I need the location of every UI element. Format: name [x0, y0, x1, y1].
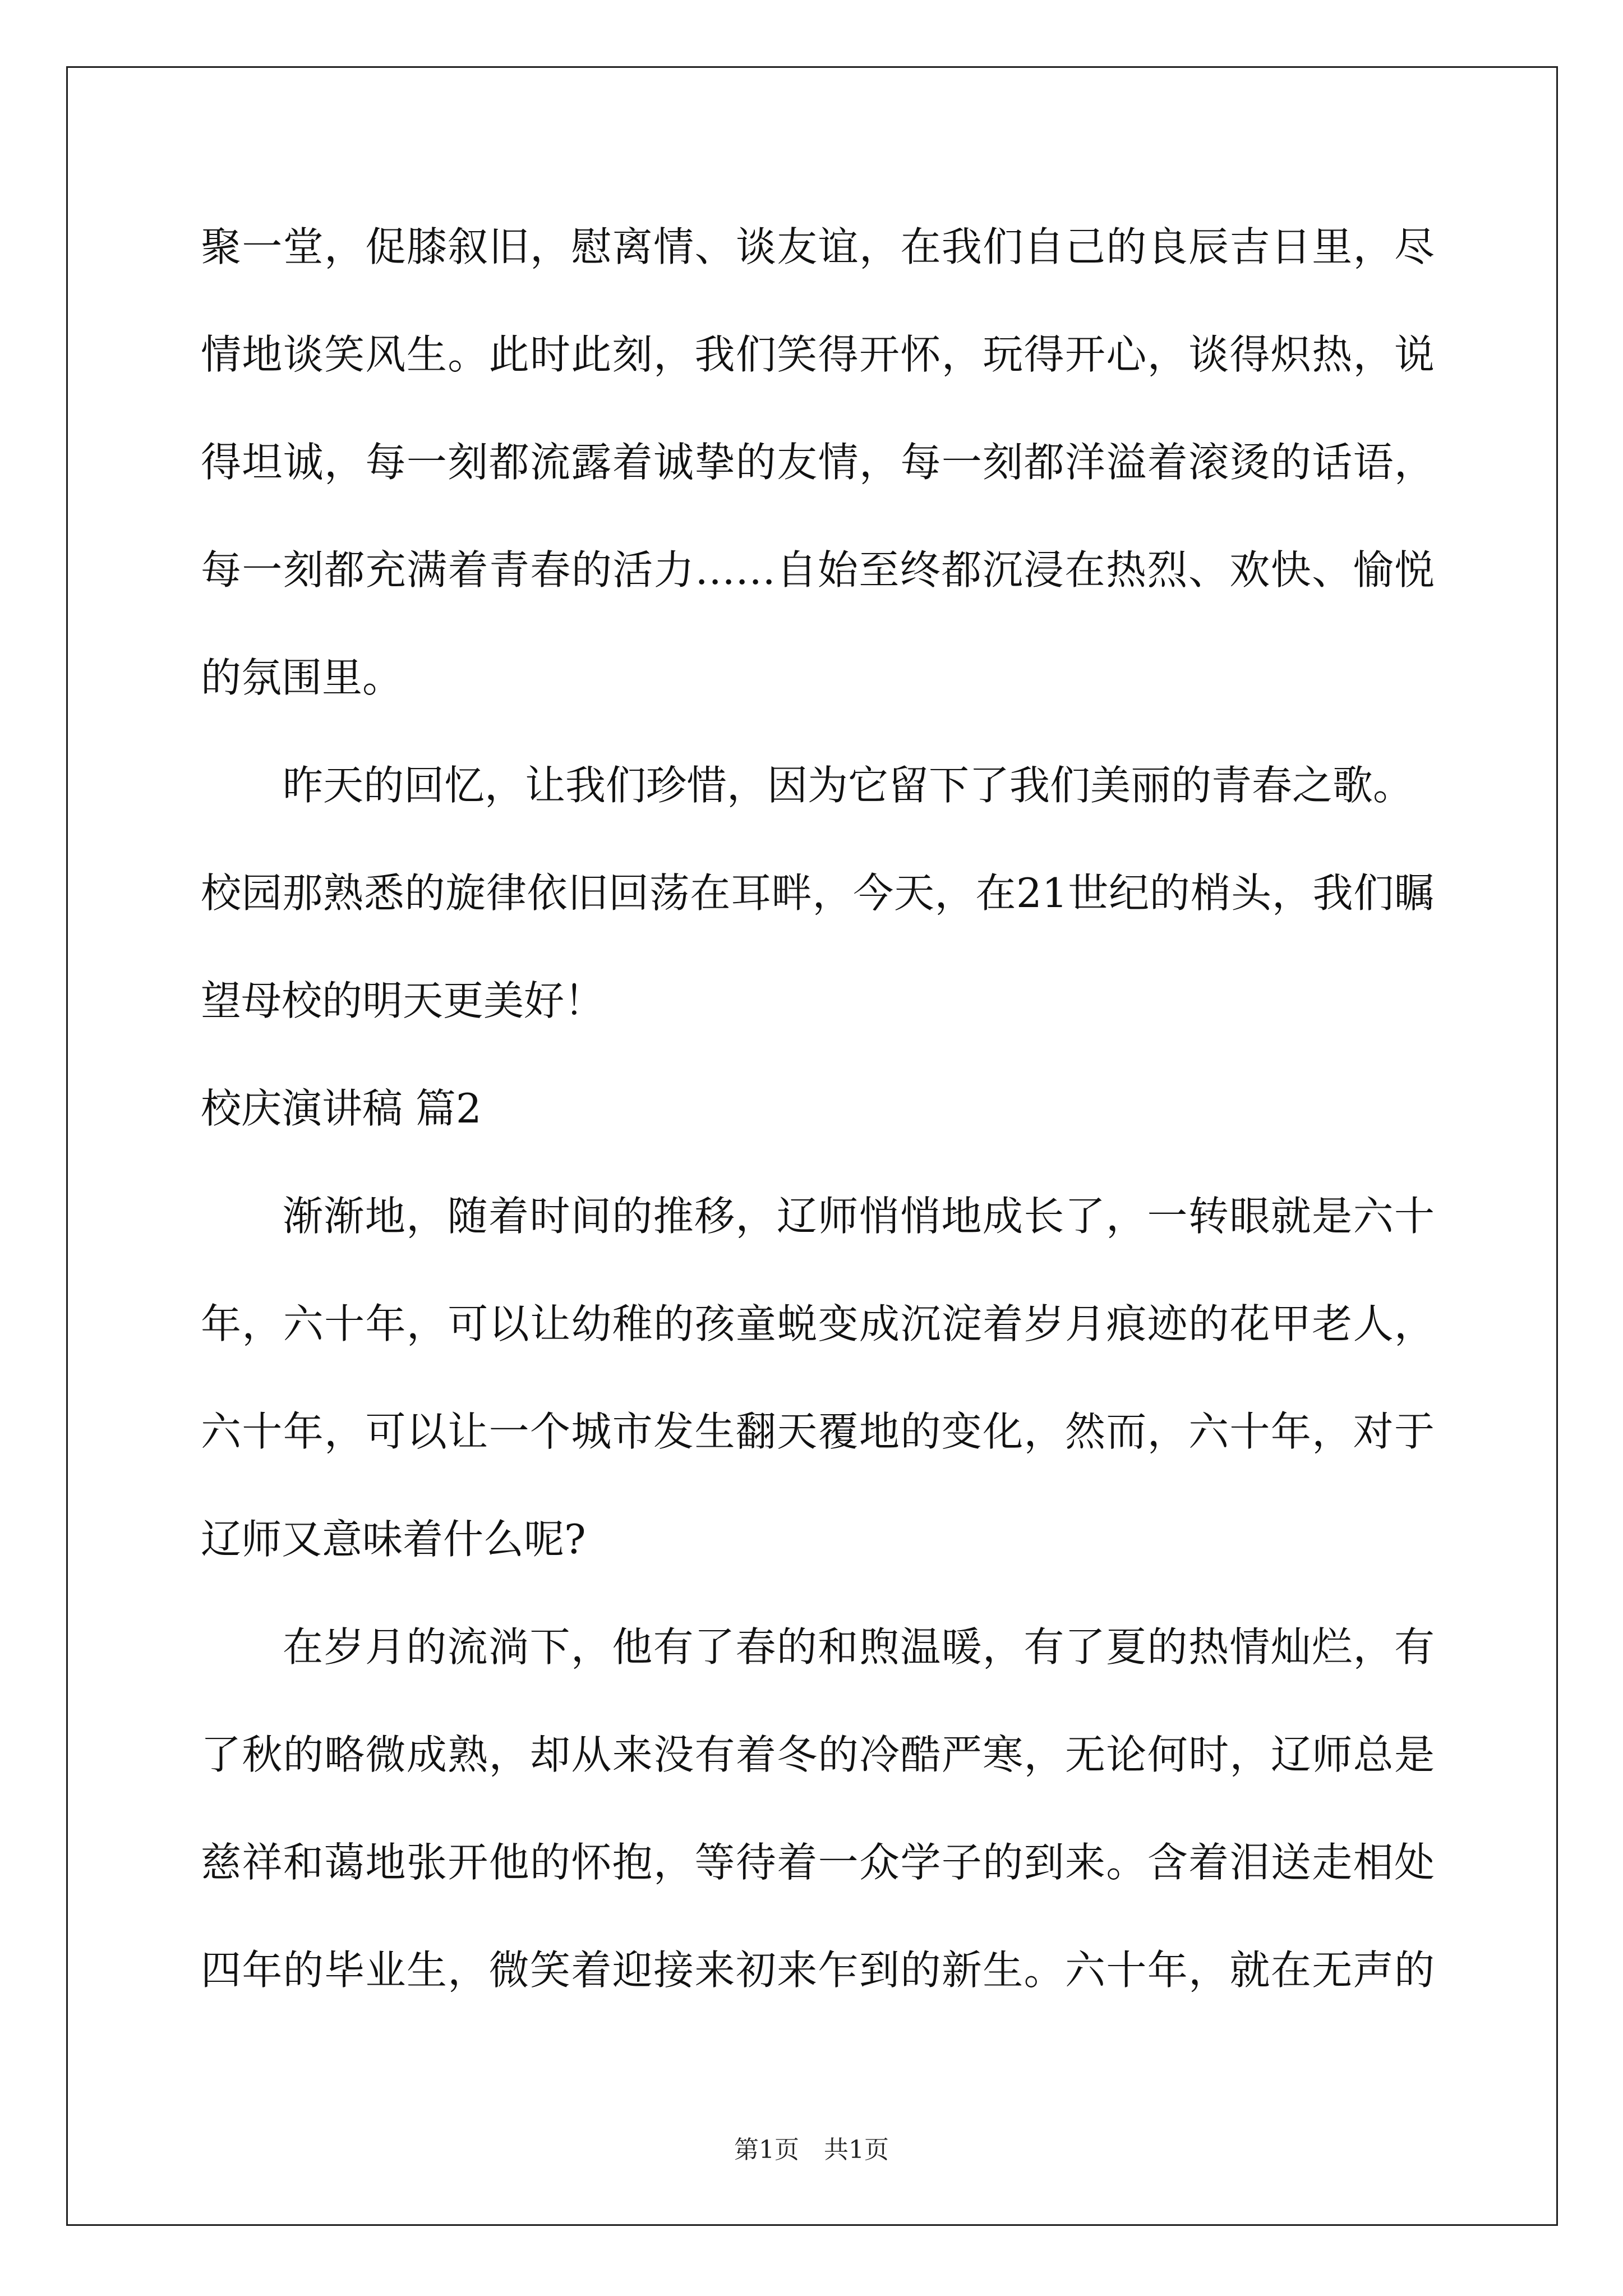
document-body	[201, 213, 1435, 2044]
text-line: 辽师又意味着什么呢?	[201, 1516, 586, 1563]
text-line: 情地谈笑风生。此时此刻，我们笑得开怀，玩得开心，谈得炽热，说	[201, 331, 1435, 378]
page-footer	[0, 2134, 1623, 2166]
text-line: 聚一堂，促膝叙旧，慰离情、谈友谊，在我们自己的良辰吉日里，尽	[201, 223, 1435, 270]
text-line: 在岁月的流淌下，他有了春的和煦温暖，有了夏的热情灿烂，有	[283, 1623, 1435, 1671]
section-heading: 校庆演讲稿 篇2	[201, 1085, 482, 1132]
text-line: 每一刻都充满着青春的活力……自始至终都沉浸在热烈、欢快、愉悦	[201, 546, 1435, 593]
paragraph-4	[201, 1613, 1435, 2044]
text-line: 四年的毕业生，微笑着迎接来初来乍到的新生。六十年，就在无声的	[201, 1947, 1435, 1994]
text-line: 昨天的回忆，让我们珍惜，因为它留下了我们美丽的青春之歌。	[283, 762, 1414, 809]
text-line: 得坦诚，每一刻都流露着诚挚的友情，每一刻都洋溢着滚烫的话语，	[201, 439, 1435, 486]
paragraph-2	[201, 752, 1435, 1075]
text-line: 年，六十年，可以让幼稚的孩童蜕变成沉淀着岁月痕迹的花甲老人，	[201, 1300, 1435, 1347]
page-number: 第1页 共1页	[734, 2136, 889, 2164]
text-line: 校园那熟悉的旋律依旧回荡在耳畔，今天，在21世纪的梢头，我们瞩	[201, 869, 1435, 917]
text-line: 六十年，可以让一个城市发生翻天覆地的变化，然而，六十年，对于	[201, 1408, 1435, 1455]
text-line: 的氛围里。	[201, 654, 403, 701]
paragraph-3	[201, 1182, 1435, 1613]
text-line: 望母校的明天更美好！	[201, 977, 605, 1024]
text-line: 慈祥和蔼地张开他的怀抱，等待着一众学子的到来。含着泪送走相处	[201, 1839, 1435, 1886]
text-line: 渐渐地，随着时间的推移，辽师悄悄地成长了，一转眼就是六十	[283, 1193, 1435, 1240]
paragraph-1	[201, 213, 1435, 752]
text-line: 了秋的略微成熟，却从来没有着冬的冷酷严寒，无论何时，辽师总是	[201, 1731, 1435, 1778]
